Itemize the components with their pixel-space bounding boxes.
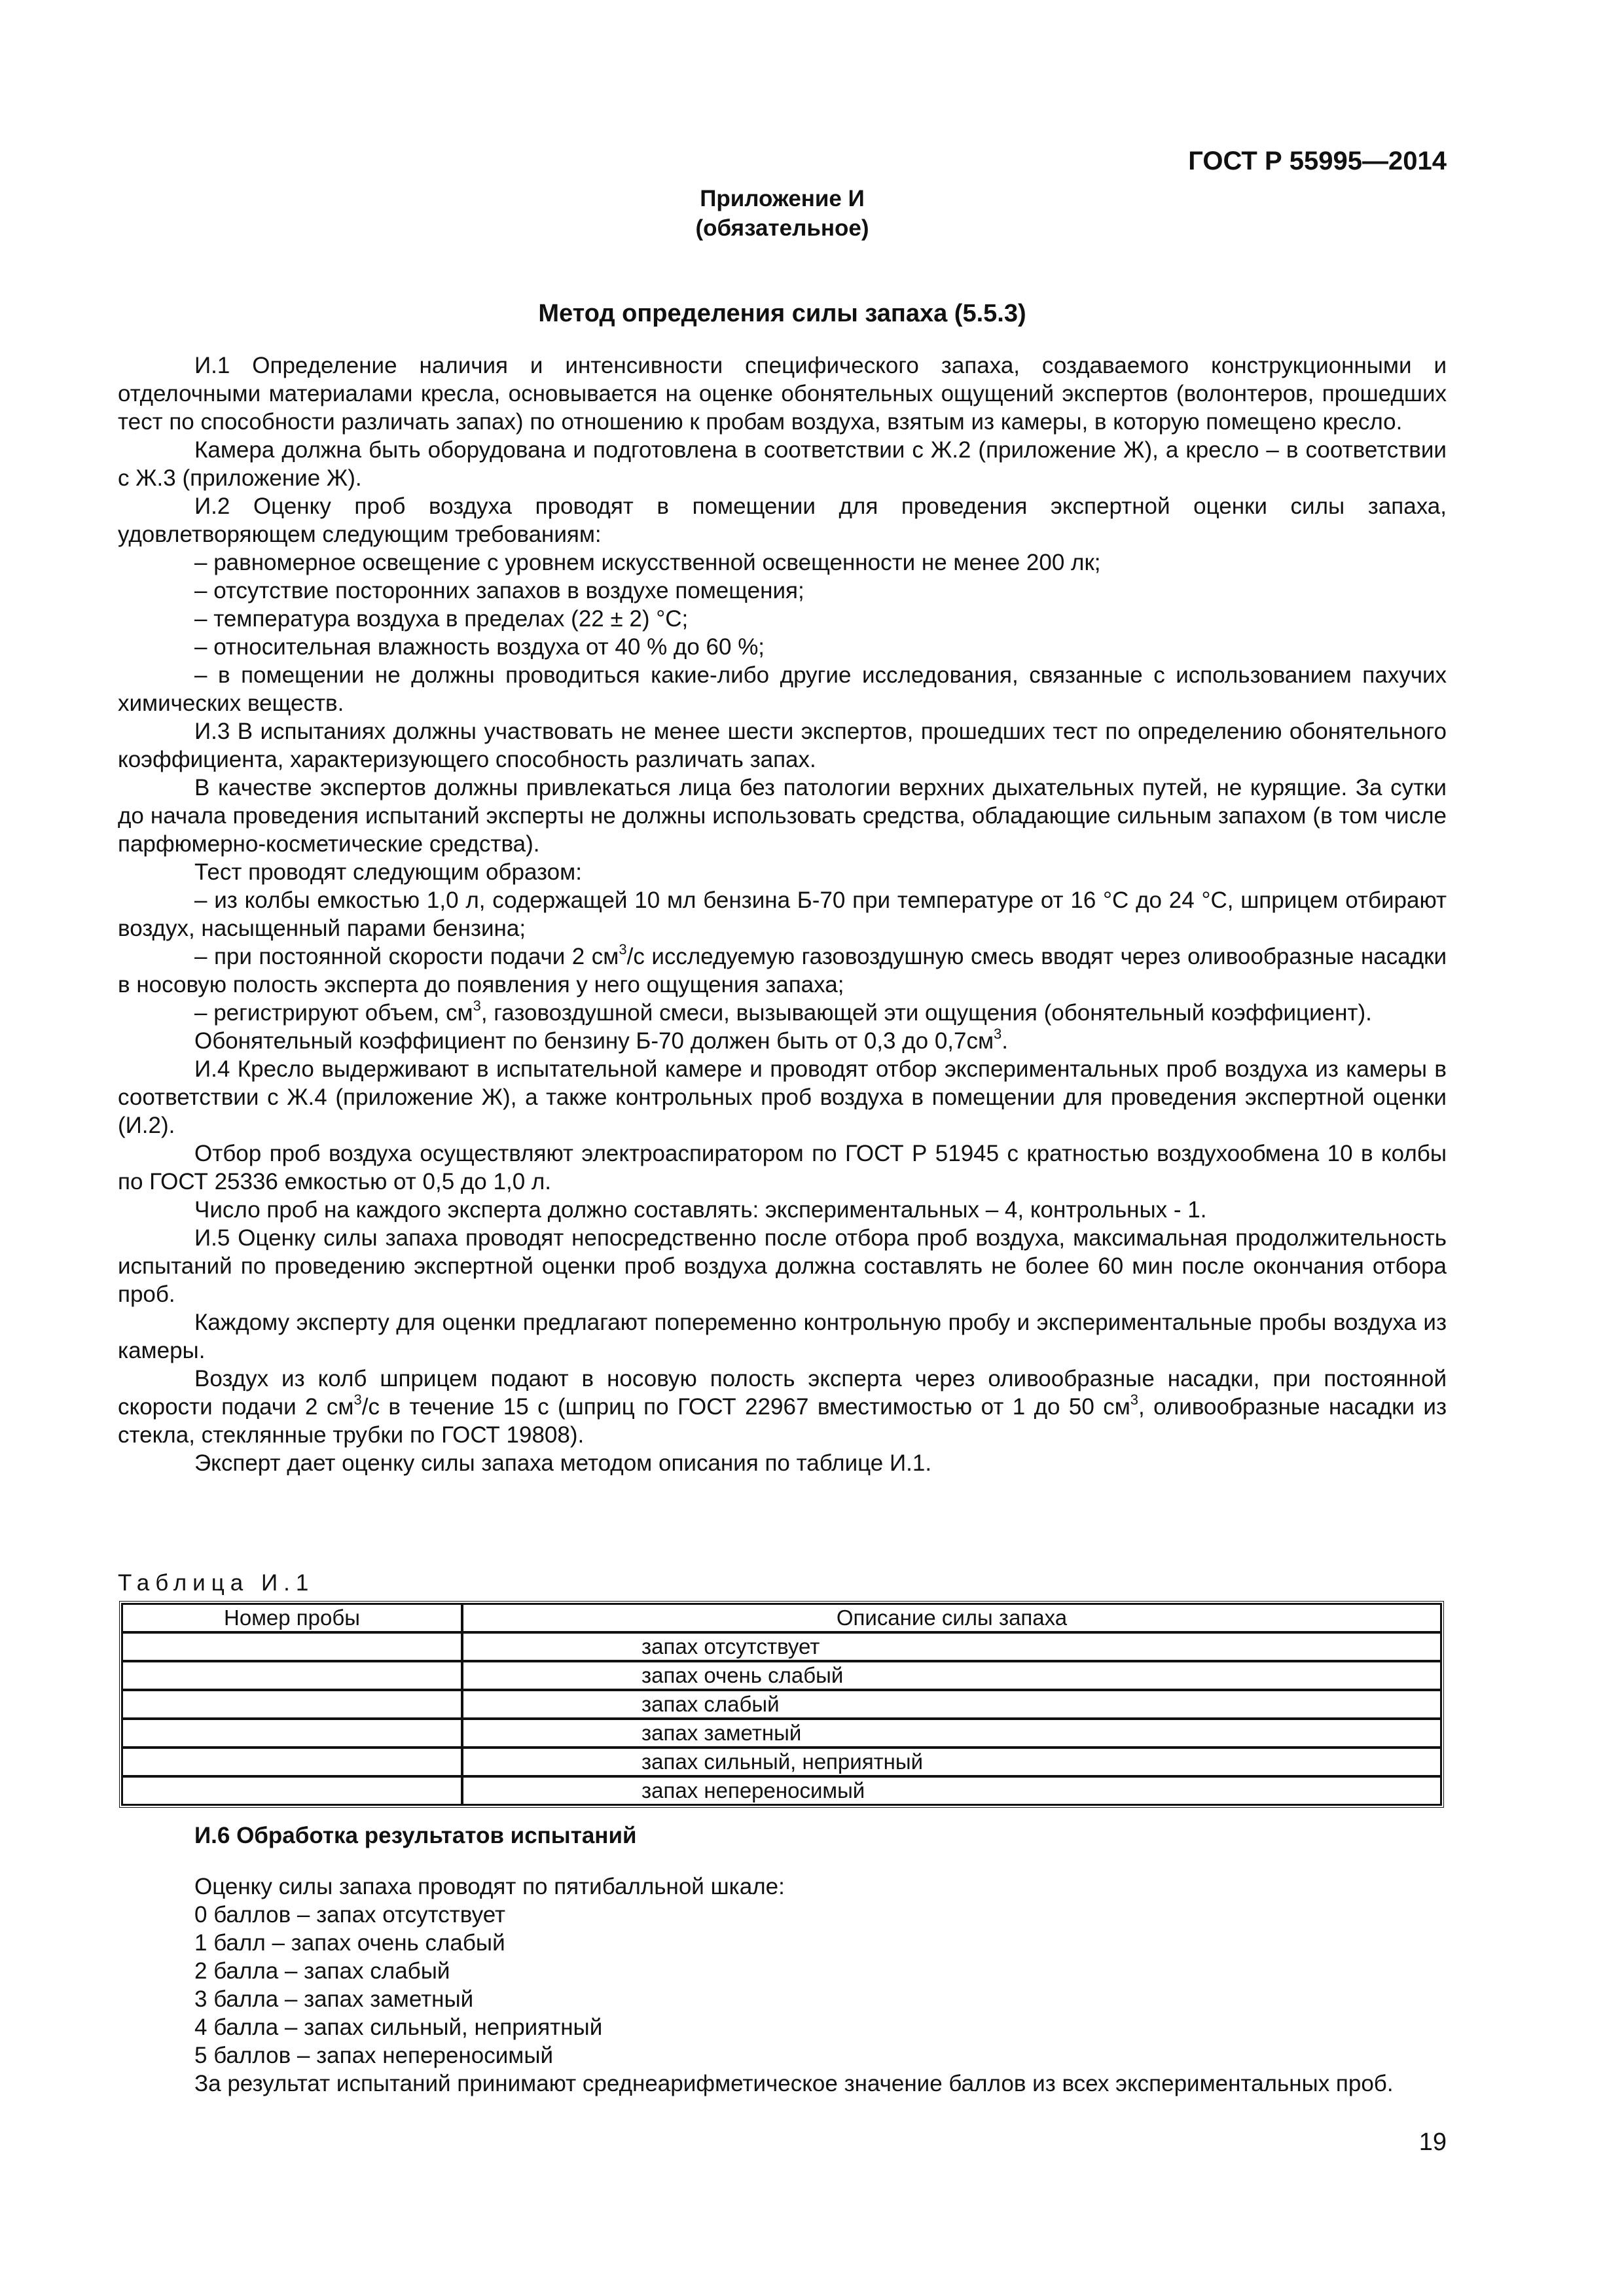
test-step-text: , газовоздушной смеси, вызывающей эти ощущения (обонятельный коэффициент). <box>480 1000 1372 1026</box>
paragraph-i2: И.2 Оценку проб воздуха проводят в помещении для проведения экспертной оценки силы запаха, удовлетворяющем следующим требованиям: <box>118 493 1447 547</box>
body-text <box>118 351 1447 1477</box>
paragraph-chamber: Камера должна быть оборудована и подготовлена в соответствии с Ж.2 (приложение Ж), а кресло – в соответствии с Ж.3 (приложение Ж). <box>118 437 1447 491</box>
table-caption: Таблица И.1 <box>118 1570 315 1596</box>
cell-sample-number <box>122 1748 462 1776</box>
cell-odor-description: запах сильный, неприятный <box>462 1748 1441 1776</box>
superscript: 3 <box>353 1391 362 1408</box>
requirement-item: – отсутствие посторонних запахов в воздухе помещения; <box>194 578 804 603</box>
test-step-text: – регистрируют объем, см <box>194 1000 473 1026</box>
scale-item: 4 балла – запах сильный, неприятный <box>194 2015 603 2040</box>
section-heading-i6: И.6 Обработка результатов испытаний <box>194 1823 637 1848</box>
scale-item: 2 балла – запах слабый <box>194 1958 450 1984</box>
test-step <box>118 999 1447 1027</box>
paragraph-text: Обонятельный коэффициент по бензину Б-70 должен быть от 0,3 до 0,7см <box>194 1028 994 1054</box>
paragraph-table-ref: Эксперт дает оценку силы запаха методом описания по таблице И.1. <box>194 1450 932 1476</box>
cell-odor-description: запах очень слабый <box>462 1661 1441 1690</box>
cell-odor-description: запах непереносимый <box>462 1776 1441 1805</box>
table-row <box>122 1719 1441 1748</box>
paragraph-experts: В качестве экспертов должны привлекаться лица без патологии верхних дыхательных путей, не курящие. За сутки до начала проведения испытаний эксперты не должны использовать средства, обладающие сильным запахом (в том числе парфюмерно-косметические средства). <box>118 775 1447 857</box>
scale-intro: Оценку силы запаха проводят по пятибалльной шкале: <box>194 1874 785 1899</box>
paragraph-i5: И.5 Оценку силы запаха проводят непосредственно после отбора проб воздуха, максимальная продолжительность испытаний по проведению экспертной оценки проб воздуха должна составлять не более 60 мин после окончания отбора проб. <box>118 1225 1447 1307</box>
cell-odor-description: запах отсутствует <box>462 1632 1441 1661</box>
paragraph-sampling: Отбор проб воздуха осуществляют электроаспиратором по ГОСТ Р 51945 с кратностью воздухообмена 10 в колбы по ГОСТ 25336 емкостью от 0,5 до 1,0 л. <box>118 1141 1447 1194</box>
scale-item: 1 балл – запах очень слабый <box>194 1930 505 1956</box>
superscript: 3 <box>994 1026 1002 1043</box>
document-code: ГОСТ Р 55995—2014 <box>1188 147 1447 175</box>
paragraph-text: /с в течение 15 с (шприц по ГОСТ 22967 вместимостью от 1 до 50 см <box>361 1394 1130 1420</box>
superscript: 3 <box>473 997 481 1014</box>
test-step <box>118 942 1447 999</box>
superscript: 3 <box>619 941 627 958</box>
appendix-title: Приложение И <box>700 186 865 211</box>
cell-sample-number <box>122 1632 462 1661</box>
cell-odor-description: запах заметный <box>462 1719 1441 1748</box>
test-step-text: /с исследуемую газовоздушную смесь вводят через оливообразные насадки в носовую полость эксперта до появления у него ощущения запаха; <box>118 944 1447 997</box>
paragraph-i4: И.4 Кресло выдерживают в испытательной камере и проводят отбор экспериментальных проб воздуха из камеры в соответствии с Ж.4 (приложение Ж), а также контрольных проб воздуха в помещении для проведения экспертной оценки (И.2). <box>118 1056 1447 1138</box>
cell-sample-number <box>122 1690 462 1719</box>
scale-item: 0 баллов – запах отсутствует <box>194 1902 506 1928</box>
paragraph-alternation: Каждому эксперту для оценки предлагают попеременно контрольную пробу и экспериментальные пробы воздуха из камеры. <box>118 1310 1447 1363</box>
paragraph-i3: И.3 В испытаниях должны участвовать не менее шести экспертов, прошедших тест по определению обонятельного коэффициента, характеризующего способность различать запах. <box>118 719 1447 772</box>
result-paragraph: За результат испытаний принимают среднеарифметическое значение баллов из всех экспериментальных проб. <box>194 2071 1394 2096</box>
paragraph-coefficient <box>118 1027 1447 1055</box>
superscript: 3 <box>1130 1391 1139 1408</box>
odor-table-wrapper <box>119 1601 1444 1808</box>
cell-sample-number <box>122 1776 462 1805</box>
appendix-status: (обязательное) <box>695 215 869 241</box>
table-row <box>122 1748 1441 1776</box>
paragraph-text: , оливообразные насадки из стекла, стеклянные трубки по ГОСТ 19808). <box>118 1394 1447 1448</box>
table-header-row <box>122 1604 1441 1632</box>
test-step: – из колбы емкостью 1,0 л, содержащей 10 мл бензина Б-70 при температуре от 16 °С до 24 °С, шприцем отбирают воздух, насыщенный парами бензина; <box>118 888 1447 941</box>
paragraph-text: . <box>1001 1028 1009 1054</box>
requirement-item: – в помещении не должны проводиться какие-либо другие исследования, связанные с использованием пахучих химических веществ. <box>118 662 1447 716</box>
paragraph-text: Воздух из колб шприцем подают в носовую полость эксперта через оливообразные насадки, при постоянной скорости подачи 2 см <box>118 1366 1447 1420</box>
paragraph-sample-count: Число проб на каждого эксперта должно составлять: экспериментальных – 4, контрольных - 1. <box>194 1197 1207 1223</box>
scoring-scale-block <box>118 1873 1447 2098</box>
table-row <box>122 1632 1441 1661</box>
scale-item: 5 баллов – запах непереносимый <box>194 2043 554 2068</box>
scale-item: 3 балла – запах заметный <box>194 1986 474 2012</box>
cell-sample-number <box>122 1719 462 1748</box>
paragraph-i1: И.1 Определение наличия и интенсивности специфического запаха, создаваемого конструкционными и отделочными материалами кресла, основывается на оценке обонятельных ощущений экспертов (волонтеров, прошедших тест по способности различать запах) по отношению к пробам воздуха, взятым из камеры, в которую помещено кресло. <box>118 353 1447 435</box>
method-title: Метод определения силы запаха (5.5.3) <box>538 300 1026 327</box>
table-row <box>122 1690 1441 1719</box>
requirement-item: – температура воздуха в пределах (22 ± 2) °С; <box>194 606 689 632</box>
paragraph-test-intro: Тест проводят следующим образом: <box>194 859 582 885</box>
table-row <box>122 1776 1441 1805</box>
cell-sample-number <box>122 1661 462 1690</box>
requirement-item: – равномерное освещение с уровнем искусственной освещенности не менее 200 лк; <box>194 550 1101 575</box>
requirement-item: – относительная влажность воздуха от 40 % до 60 %; <box>194 634 765 660</box>
paragraph-syringe <box>118 1365 1447 1449</box>
odor-description-table <box>119 1601 1444 1808</box>
table-row <box>122 1661 1441 1690</box>
cell-odor-description: запах слабый <box>462 1690 1441 1719</box>
header-odor-description: Описание силы запаха <box>462 1604 1441 1632</box>
test-step-text: – при постоянной скорости подачи 2 см <box>194 944 619 969</box>
page-number: 19 <box>1418 2128 1447 2156</box>
header-sample-number: Номер пробы <box>122 1604 462 1632</box>
